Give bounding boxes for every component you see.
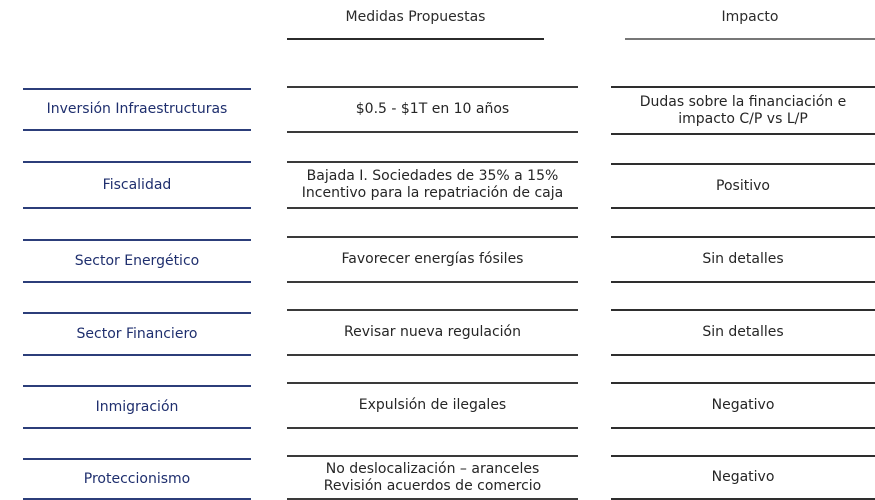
impact-text	[611, 165, 875, 207]
area-label-line: Fiscalidad	[102, 176, 172, 193]
area-label	[23, 90, 251, 129]
header-measures-underline	[287, 38, 544, 40]
measure-bottom-rule	[287, 207, 578, 209]
area-label	[23, 387, 251, 427]
measure-text-line: Revisar nueva regulación	[344, 324, 521, 340]
impact-bottom-rule	[611, 427, 875, 429]
area-label-line: Proteccionismo	[83, 470, 191, 487]
impact-text	[611, 238, 875, 281]
area-bottom-rule	[23, 129, 251, 131]
measure-text	[287, 238, 578, 281]
measure-text	[287, 384, 578, 427]
impact-text-line: Sin detalles	[702, 324, 784, 340]
measure-bottom-rule	[287, 354, 578, 356]
area-label	[23, 460, 251, 498]
impact-text-line: Sin detalles	[702, 251, 784, 267]
impact-text	[611, 311, 875, 354]
impact-text-line: Negativo	[711, 469, 775, 485]
header-measures: Medidas Propuestas	[345, 9, 486, 25]
area-label	[23, 314, 251, 354]
impact-text-line: Negativo	[711, 397, 775, 413]
impact-text-line: Positivo	[716, 177, 770, 194]
measure-text-line: Bajada I. Sociedades de 35% a 15%	[306, 168, 559, 184]
impact-text-line: impacto C/P vs L/P	[678, 110, 808, 127]
impact-bottom-rule	[611, 207, 875, 209]
impact-bottom-rule	[611, 133, 875, 135]
measure-text-line: $0.5 - $1T en 10 años	[355, 101, 510, 117]
area-label	[23, 163, 251, 207]
measure-text	[287, 88, 578, 131]
area-bottom-rule	[23, 427, 251, 429]
header-impact-underline	[625, 38, 875, 40]
area-label-line: Sector Energético	[74, 252, 200, 269]
area-label	[23, 241, 251, 281]
area-label-line: Sector Financiero	[76, 325, 198, 342]
measure-text-line: No deslocalización – aranceles	[325, 460, 540, 477]
area-bottom-rule	[23, 207, 251, 209]
area-label-line: Inmigración	[95, 398, 179, 415]
impact-text-line: Dudas sobre la financiación e	[639, 93, 847, 110]
measure-text-line: Revisión acuerdos de comercio	[323, 477, 542, 494]
measure-bottom-rule	[287, 281, 578, 283]
impact-text	[611, 88, 875, 133]
impact-bottom-rule	[611, 354, 875, 356]
measure-bottom-rule	[287, 427, 578, 429]
impact-text	[611, 457, 875, 498]
measure-text-line: Expulsión de ilegales	[358, 397, 507, 413]
measure-text	[287, 163, 578, 207]
area-label-line: Inversión Infraestructuras	[46, 101, 228, 117]
header-impact: Impacto	[721, 9, 779, 25]
area-bottom-rule	[23, 281, 251, 283]
measure-text-line: Favorecer energías fósiles	[341, 251, 524, 267]
measure-text	[287, 457, 578, 498]
measure-bottom-rule	[287, 131, 578, 133]
impact-text	[611, 384, 875, 427]
impact-bottom-rule	[611, 281, 875, 283]
measure-text	[287, 311, 578, 354]
area-bottom-rule	[23, 354, 251, 356]
measure-text-line: Incentivo para la repatriación de caja	[301, 185, 564, 201]
